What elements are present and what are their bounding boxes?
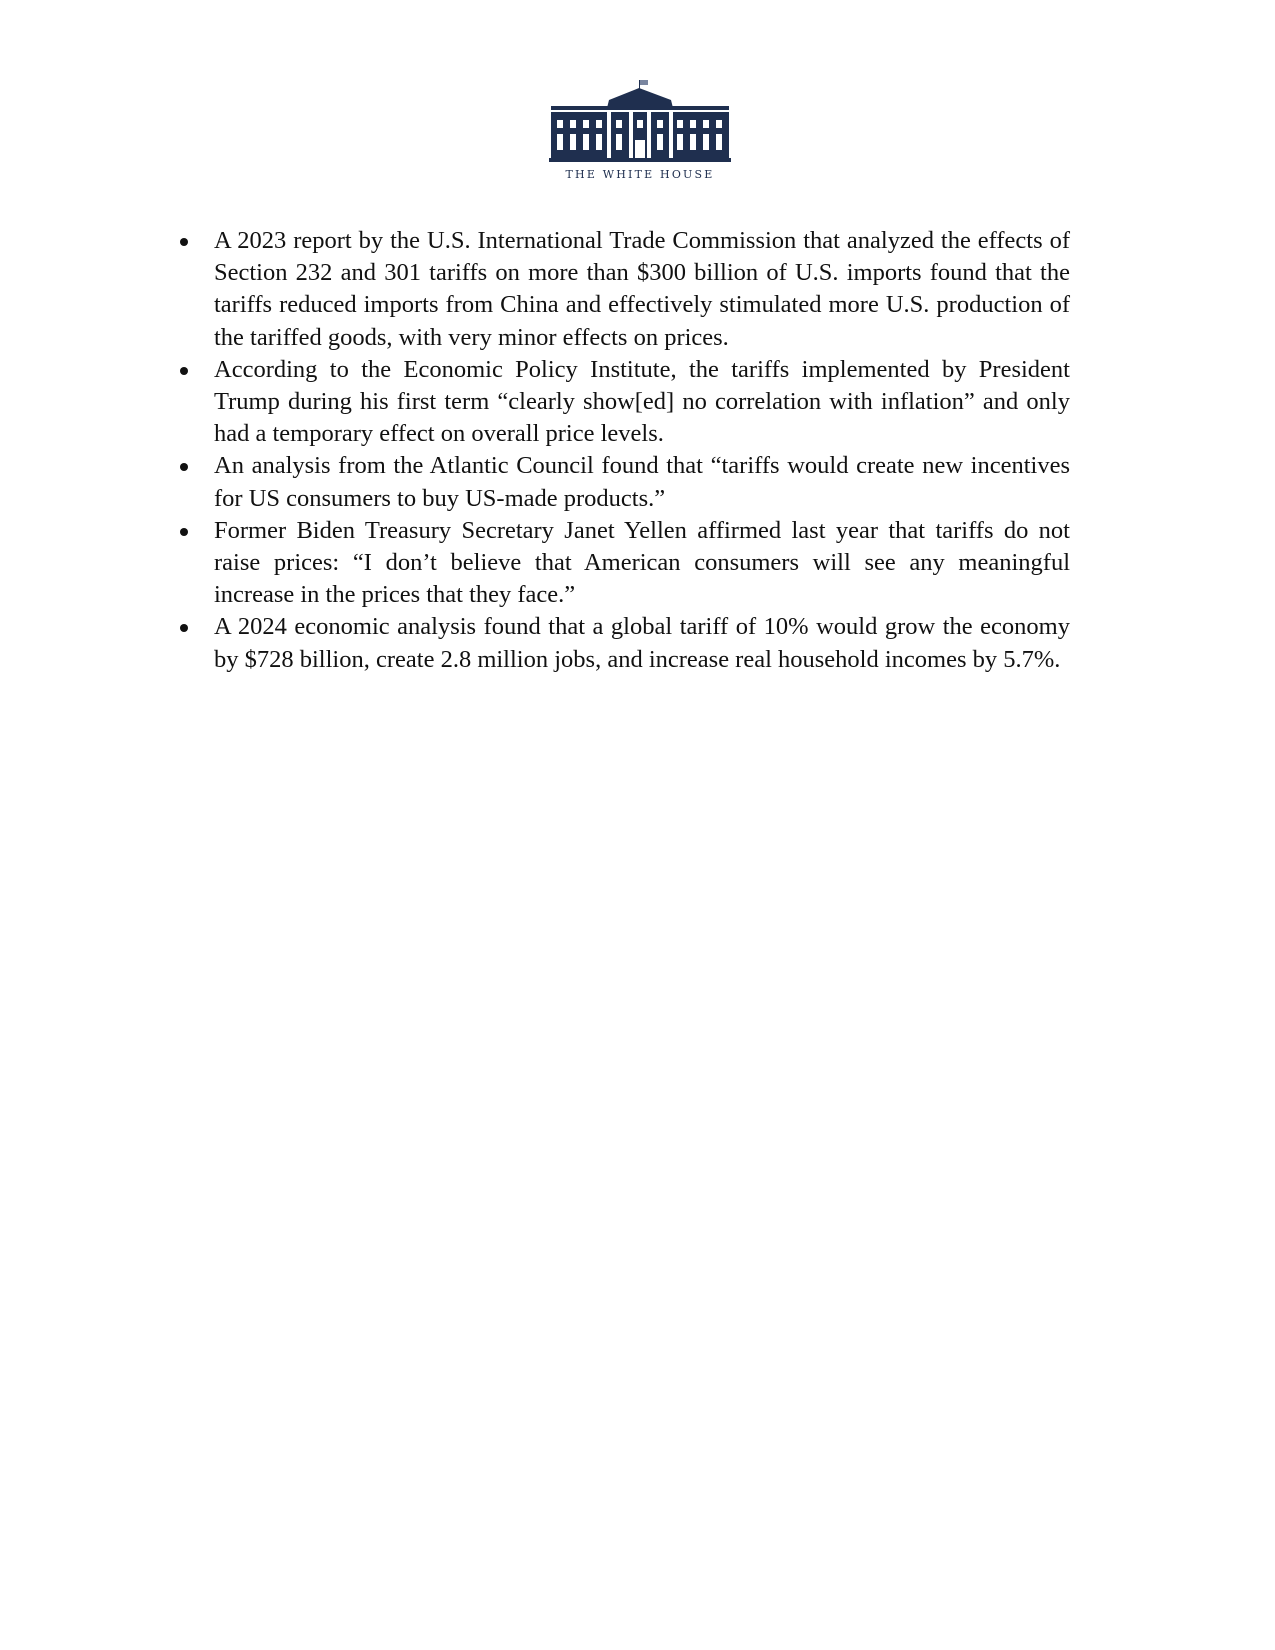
bullet-text: A 2024 economic analysis found that a global tariff of 10% would grow the economy by $728 billion, create 2.8 million jobs, and increase real household incomes by 5.7%. bbox=[214, 613, 1070, 673]
bullet-icon bbox=[180, 238, 188, 246]
bullet-text: An analysis from the Atlantic Council found that “tariffs would create new incentives for US consumers to buy US-made products.” bbox=[214, 452, 1070, 512]
white-house-building-icon bbox=[549, 76, 731, 162]
list-item bbox=[178, 225, 1070, 354]
bullet-text: A 2023 report by the U.S. International Trade Commission that analyzed the effects of Section 232 and 301 tariffs on more than $300 billion of U.S. imports found that the tariffs reduced imports from China and effectively stimulated more U.S. production of the tariffed goods, with very minor effects on prices. bbox=[214, 227, 1070, 351]
white-house-logo bbox=[520, 76, 760, 191]
bullet-text: According to the Economic Policy Institute, the tariffs implemented by President Trump during his first term “clearly show[ed] no correlation with inflation” and only had a temporary effect on overall price levels. bbox=[214, 355, 1070, 448]
list-item bbox=[178, 450, 1070, 514]
list-item bbox=[178, 611, 1070, 675]
bullet-list bbox=[178, 225, 1070, 676]
logo-text: THE WHITE HOUSE bbox=[565, 168, 715, 181]
list-item bbox=[178, 515, 1070, 612]
bullet-text: Former Biden Treasury Secretary Janet Yellen affirmed last year that tariffs do not raise prices: “I don’t believe that American consumers will see any meaningful increase in the prices that they face.” bbox=[214, 516, 1070, 609]
bullet-icon bbox=[180, 463, 188, 471]
list-item bbox=[178, 354, 1070, 451]
bullet-icon bbox=[180, 624, 188, 632]
bullet-icon bbox=[180, 528, 188, 536]
bullet-icon bbox=[180, 367, 188, 375]
